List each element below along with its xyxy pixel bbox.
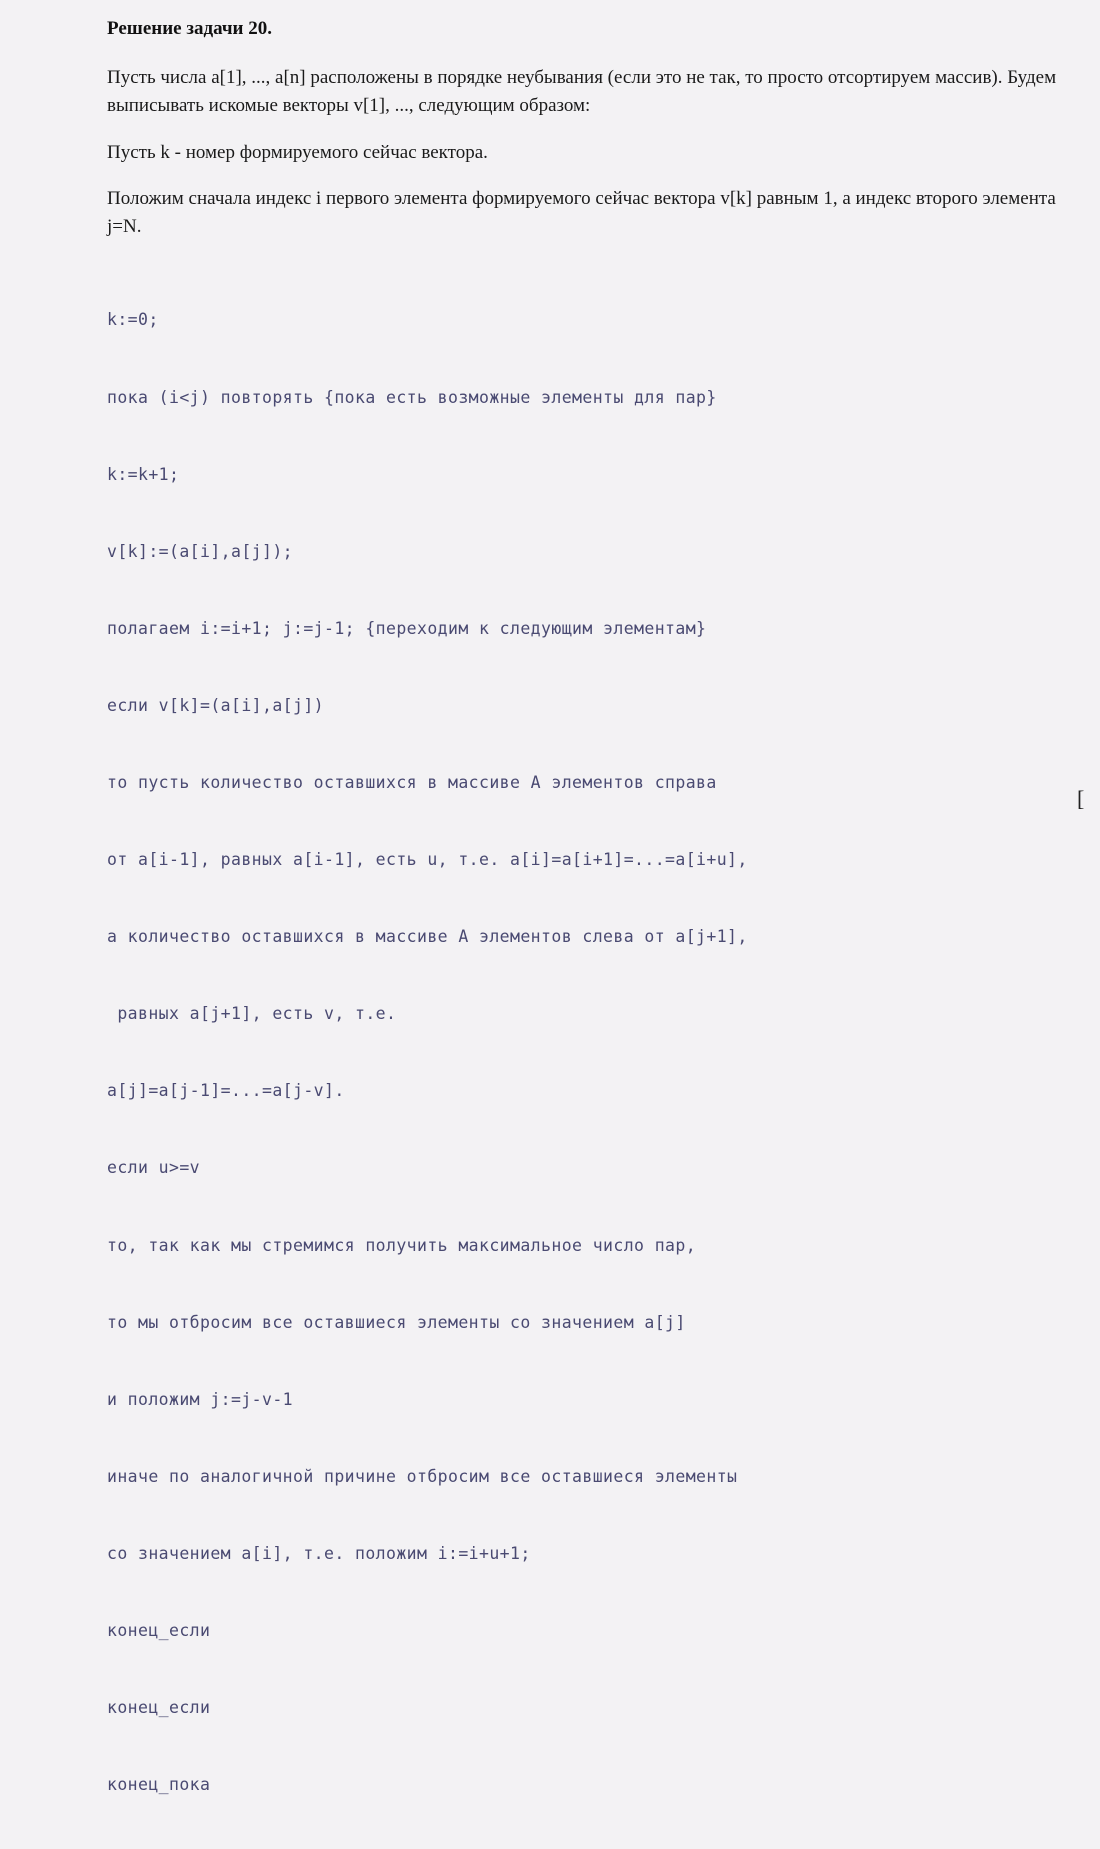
code-line: v[k]:=(a[i],a[j]); [107,541,294,561]
code-line: k:=0; [107,310,159,330]
code-line: конец_если [107,1621,211,1640]
paragraph-vector-number: Пусть k - номер формируемого сейчас вектора. [107,142,488,163]
code-line: если v[k]=(a[i],a[j]) [107,695,325,715]
code-line: k:=k+1; [107,464,180,484]
code-line: иначе по аналогичной причине отбросим все оставшиеся элементы [107,1466,738,1486]
code-line: пока (i<j) повторять {пока есть возможные элементы для пар} [107,387,717,407]
paragraph-initial-indices: Положим сначала индекс i первого элемента формируемого сейчас вектора v[k] равным 1, а индекс второго элемента j=N. [107,188,1056,237]
code-line: от a[i-1], равных a[i-1], есть u, т.е. a[i]=a[i+1]=...=a[i+u], [107,850,748,870]
paragraph-sorting: Пусть числа a[1], ..., a[n] расположены в порядке неубывания (если это не так, то просто отсортируем массив). Будем выписывать искомые векторы v[1], ..., следующим образом: [107,67,1057,116]
code-line: то, так как мы стремимся получить максимальное число пар, [107,1235,697,1255]
code-line: то мы отбросим все оставшиеся элементы со значением a[j] [107,1312,686,1332]
corner-bracket-mark: [ [1077,786,1085,811]
code-line: полагаем i:=i+1; j:=j-1; {переходим к следующим элементам} [107,618,707,638]
pseudocode-block [107,256,748,1849]
code-line: конец_если [107,1698,211,1718]
code-line: со значением a[i], т.е. положим i:=i+u+1; [107,1543,531,1563]
code-line: a[j]=a[j-1]=...=a[j-v]. [107,1081,345,1101]
code-line: и положим j:=j-v-1 [107,1389,294,1409]
page-title: Решение задачи 20. [107,18,272,39]
code-line: а количество оставшихся в массиве A элементов слева от a[j+1], [107,927,748,947]
code-line: равных a[j+1], есть v, т.е. [107,1004,397,1024]
code-line: то пусть количество оставшихся в массиве A элементов справа [107,772,717,792]
code-line: конец_пока [107,1775,211,1795]
code-line: если u>=v [107,1158,201,1178]
